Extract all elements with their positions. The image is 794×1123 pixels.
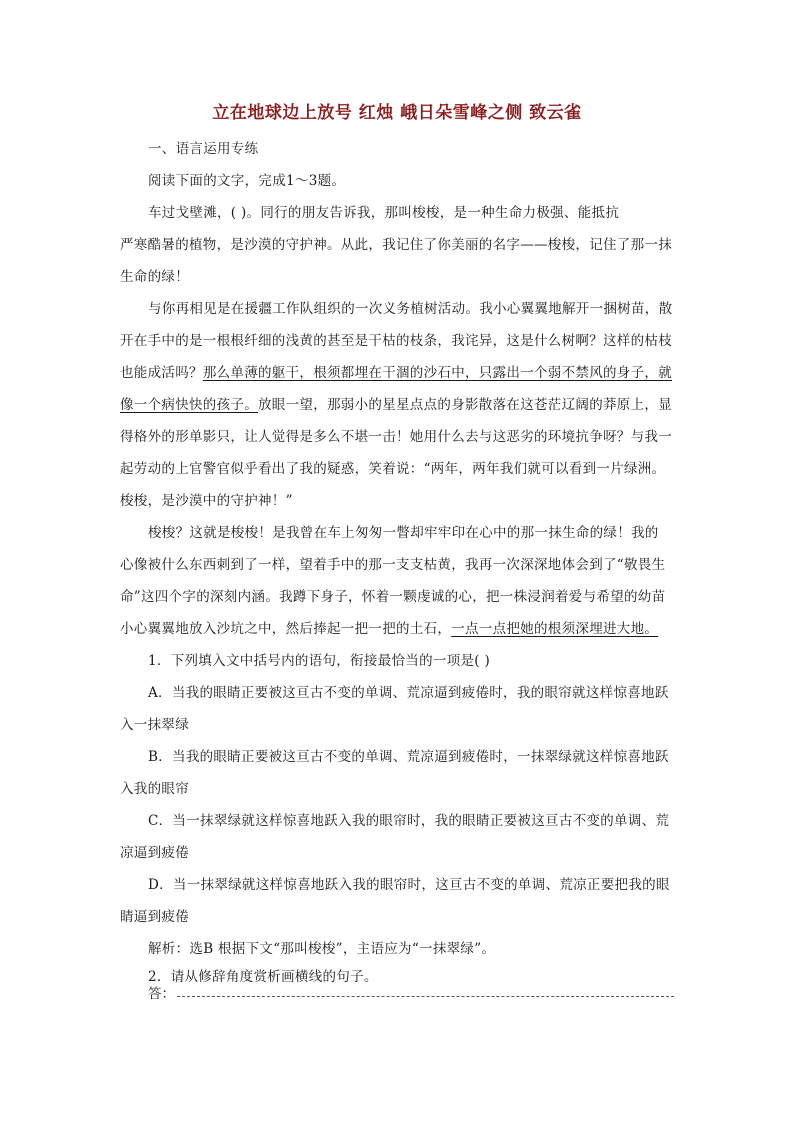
- page-title: 立在地球边上放号 红烛 峨日朵雪峰之侧 致云雀: [212, 103, 582, 123]
- option-c-cont: 凉逼到疲倦: [120, 845, 189, 861]
- passage-line: 生命的绿！: [120, 269, 189, 285]
- option-d-cont: 睛逼到疲倦: [120, 909, 189, 925]
- underlined-sentence: 一点一点把她的根须深埋进大地。: [451, 621, 659, 637]
- passage-line: 起劳动的上官警官似乎看出了我的疑惑，笑着说：“两年，两年我们就可以看到一片绿洲。: [120, 461, 666, 477]
- passage-text: 也能成活吗？: [120, 365, 203, 381]
- passage-line: 与你再相见是在援疆工作队组织的一次义务植树活动。我小心翼翼地解开一捆树苗，散: [148, 301, 673, 317]
- passage-line: 心像被什么东西刺到了一样，望着手中的那一支支枯黄，我再一次深深地体会到了“敬畏生: [120, 557, 666, 573]
- passage-line: 开在手中的是一根根纤细的浅黄的甚至是干枯的枝条，我诧异，这是什么树啊？这样的枯枝: [120, 333, 672, 349]
- instruction: 阅读下面的文字，完成1～3题。: [148, 173, 346, 189]
- answer-line: [177, 996, 674, 997]
- passage-line: 梭梭？这就是梭梭！是我曾在车上匆匆一瞥却牢牢印在心中的那一抹生命的绿！我的: [148, 525, 659, 541]
- passage-line: 严寒酷暑的植物，是沙漠的守护神。从此，我记住了你美丽的名字——梭梭，记住了那一抹: [120, 237, 672, 253]
- passage-line: [120, 620, 658, 638]
- passage-text: 放眼一望，那弱小的星星点点的身影散落在这苍茫辽阔的莽原上，显: [258, 397, 672, 413]
- option-c: C．当一抹翠绿就这样惊喜地跃入我的眼帘时，我的眼睛正要被这亘古不变的单调、荒: [148, 813, 670, 829]
- option-a: A．当我的眼睛正要被这亘古不变的单调、荒凉逼到疲倦时，我的眼帘就这样惊喜地跃: [148, 685, 669, 701]
- analysis: 解析：选B 根据下文“那叫梭梭”，主语应为“一抹翠绿”。: [148, 941, 496, 957]
- passage-line: 车过戈壁滩，( )。同行的朋友告诉我，那叫梭梭，是一种生命力极强、能抵抗: [148, 205, 620, 221]
- passage-text: 小心翼翼地放入沙坑之中，然后捧起一把一把的土石，: [120, 621, 452, 637]
- question-1: 1．下列填入文中括号内的语句，衔接最恰当的一项是( ): [148, 653, 491, 669]
- underlined-sentence: 像一个病快快的孩子。: [120, 397, 258, 413]
- underlined-sentence: 那么单薄的躯干，根须都埋在干涸的沙石中，只露出一个弱不禁风的身子，就: [202, 365, 673, 381]
- passage-line: 得格外的形单影只，让人觉得是多么不堪一击！她用什么去与这恶劣的环境抗争呀？与我一: [120, 429, 672, 445]
- passage-line: [120, 396, 672, 414]
- question-2: 2．请从修辞角度赏析画横线的句子。: [148, 969, 378, 985]
- option-d: D．当一抹翠绿就这样惊喜地跃入我的眼帘时，这亘古不变的单调、荒凉正要把我的眼: [148, 877, 670, 893]
- section-heading: 一、语言运用专练: [148, 141, 259, 157]
- option-b-cont: 入我的眼帘: [120, 781, 189, 797]
- answer-label: 答：: [148, 986, 175, 1002]
- option-a-cont: 入一抹翠绿: [120, 717, 189, 733]
- passage-line: [120, 364, 672, 382]
- passage-line: 命”这四个字的深刻内涵。我蹲下身子，怀着一颗虔诚的心，把一株浸润着爱与希望的幼苗: [120, 589, 666, 605]
- option-b: B．当我的眼睛正要被这亘古不变的单调、荒凉逼到疲倦时，一抹翠绿就这样惊喜地跃: [148, 749, 669, 765]
- passage-line: 梭梭，是沙漠中的守护神！”: [120, 493, 293, 509]
